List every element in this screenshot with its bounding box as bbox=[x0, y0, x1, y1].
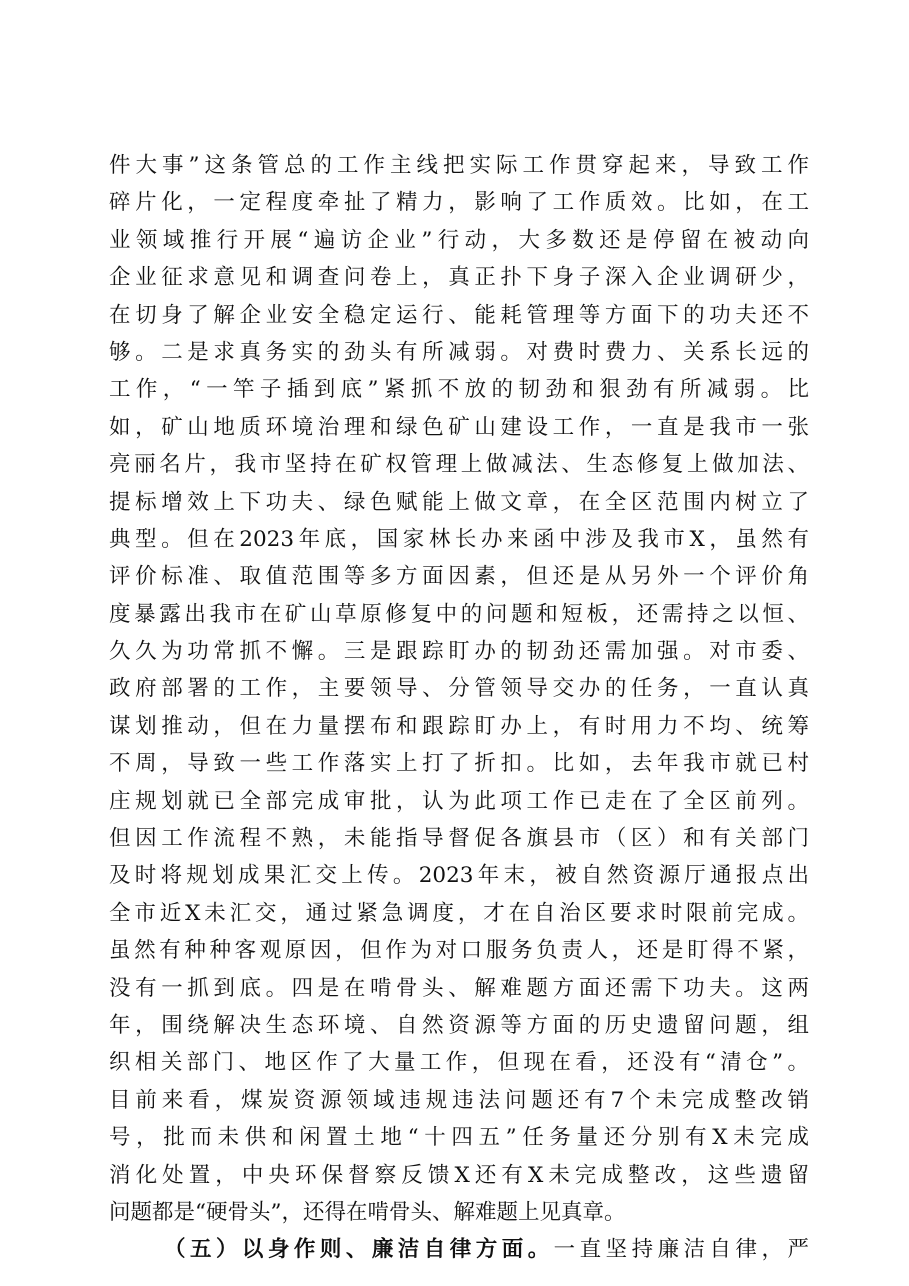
text-line: 政府部署的工作，主要领导、分管领导交办的任务，一直认真 bbox=[109, 676, 809, 702]
text-line: 问题都是“硬骨头”，还得在啃骨头、解难题上见真章。 bbox=[109, 1199, 626, 1225]
text-line: 不周，导致一些工作落实上打了折扣。比如，去年我市就已村 bbox=[109, 751, 809, 777]
text-line: 织相关部门、地区作了大量工作，但现在看，还没有“清仓”。 bbox=[109, 1050, 809, 1076]
text-line: 工作，“一竿子插到底”紧抓不放的韧劲和狠劲有所减弱。比 bbox=[109, 377, 809, 403]
text-line: 企业征求意见和调查问卷上，真正扑下身子深入企业调研少， bbox=[109, 265, 809, 291]
section-text: 一直坚持廉洁自律，严 bbox=[553, 1237, 809, 1263]
text-line: 度暴露出我市在矿山草原修复中的问题和短板，还需持之以恒、 bbox=[109, 601, 809, 627]
text-line: 业领域推行开展“遍访企业”行动，大多数还是停留在被动向 bbox=[109, 227, 809, 253]
text-line: 如，矿山地质环境治理和绿色矿山建设工作，一直是我市一张 bbox=[109, 414, 809, 440]
text-line: 消化处置，中央环保督察反馈X还有X未完成整改，这些遗留 bbox=[109, 1162, 809, 1188]
text-line: 在切身了解企业安全稳定运行、能耗管理等方面下的功夫还不 bbox=[109, 302, 809, 328]
text-line: 目前来看，煤炭资源领域违规违法问题还有7个未完成整改销 bbox=[109, 1087, 809, 1113]
section-heading: （五）以身作则、廉洁自律方面。 bbox=[164, 1237, 554, 1263]
body-text bbox=[109, 147, 809, 1269]
text-line: 够。二是求真务实的劲头有所减弱。对费时费力、关系长远的 bbox=[109, 339, 809, 365]
text-line: 典型。但在2023年底，国家林长办来函中涉及我市X，虽然有 bbox=[109, 526, 809, 552]
text-line: 亮丽名片，我市坚持在矿权管理上做减法、生态修复上做加法、 bbox=[109, 452, 809, 478]
section-heading-line bbox=[109, 1231, 809, 1268]
text-line: 评价标准、取值范围等多方面因素，但还是从另外一个评价角 bbox=[109, 564, 809, 590]
text-line: 虽然有种种客观原因，但作为对口服务负责人，还是盯得不紧， bbox=[109, 938, 809, 964]
text-line: 号，批而未供和闲置土地“十四五”任务量还分别有X未完成 bbox=[109, 1125, 809, 1151]
text-line: 年，围绕解决生态环境、自然资源等方面的历史遗留问题，组 bbox=[109, 1012, 809, 1038]
text-line: 提标增效上下功夫、绿色赋能上做文章，在全区范围内树立了 bbox=[109, 489, 809, 515]
text-line: 久久为功常抓不懈。三是跟踪盯办的韧劲还需加强。对市委、 bbox=[109, 639, 809, 665]
text-line: 全市近X未汇交，通过紧急调度，才在自治区要求时限前完成。 bbox=[109, 900, 809, 926]
text-line: 没有一抓到底。四是在啃骨头、解难题方面还需下功夫。这两 bbox=[109, 975, 809, 1001]
text-line: 及时将规划成果汇交上传。2023年末，被自然资源厅通报点出 bbox=[109, 863, 809, 889]
text-line: 件大事”这条管总的工作主线把实际工作贯穿起来，导致工作 bbox=[109, 153, 809, 178]
text-line: 庄规划就已全部完成审批，认为此项工作已走在了全区前列。 bbox=[109, 788, 809, 814]
text-line: 谋划推动，但在力量摆布和跟踪盯办上，有时用力不均、统筹 bbox=[109, 713, 809, 739]
text-line: 碎片化，一定程度牵扯了精力，影响了工作质效。比如，在工 bbox=[109, 190, 809, 216]
text-line: 但因工作流程不熟，未能指导督促各旗县市（区）和有关部门 bbox=[109, 826, 809, 852]
